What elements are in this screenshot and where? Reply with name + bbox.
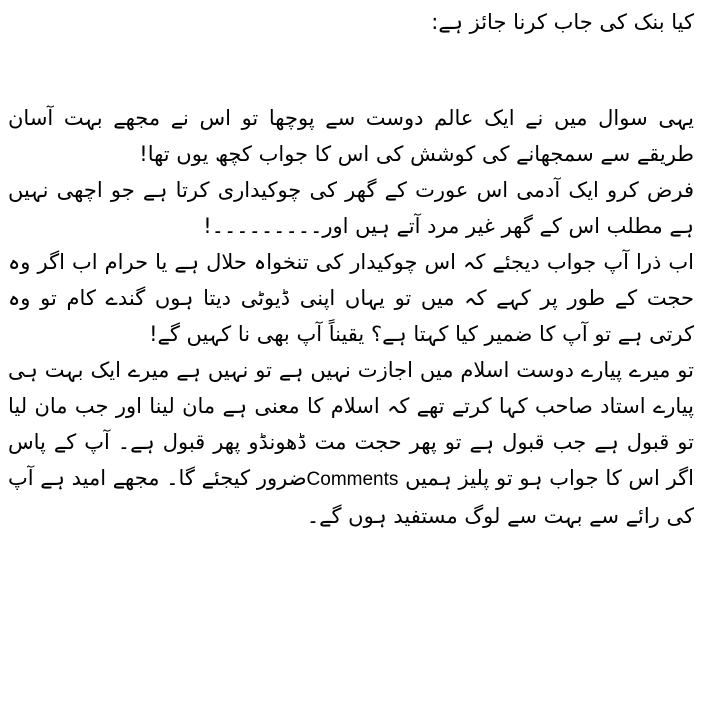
paragraph-conclusion-end: ضرور کیجئے گا۔ مجھے امید ہے آپ کی رائے سے بہت سے لوگ مستفید ہوں گے۔ xyxy=(8,466,694,528)
paragraph-conclusion-text: تو میرے پیارے دوست اسلام میں اجازت نہیں ہے تو نہیں ہے میرے ایک بہت ہی پیارے استاد صاحب کہا کرتے تھے کہ اسلام کا معنی ہے مان لینا اور جب مان لیا تو قبول ہے جب قبول ہے تو پھر حجت مت ڈھونڈو پھر قبول ہے۔ آپ کے پاس اگر اس کا جواب ہو تو پلیز ہمیں xyxy=(8,358,694,490)
comments-word: Comments xyxy=(306,469,399,490)
paragraph-intro: یہی سوال میں نے ایک عالم دوست سے پوچھا تو اس نے مجھے بہت آسان طریقے سے سمجھانے کی کوشش کی اس کا جواب کچھ یوں تھا! xyxy=(8,106,694,166)
document-body xyxy=(8,2,694,534)
paragraph-example: فرض کرو ایک آدمی اس عورت کے گھر کی چوکیداری کرتا ہے جو اچھی نہیں ہے مطلب اس کے گھر غیر مرد آتے ہیں اور۔۔۔۔۔۔۔۔۔! xyxy=(8,178,694,238)
paragraph-question: اب ذرا آپ جواب دیجئے کہ اس چوکیدار کی تنخواہ حلال ہے یا حرام اب اگر وہ حجت کے طور پر کہے کہ میں تو یہاں اپنی ڈیوٹی دیتا ہوں گندے کام تو وہ کرتی ہے تو آپ کا ضمیر کیا کہتا ہے؟ یقیناً آپ بھی نا کہیں گے! xyxy=(8,250,694,346)
paragraph-conclusion xyxy=(8,352,694,534)
document-title: کیا بنک کی جاب کرنا جائز ہے: xyxy=(431,10,694,34)
